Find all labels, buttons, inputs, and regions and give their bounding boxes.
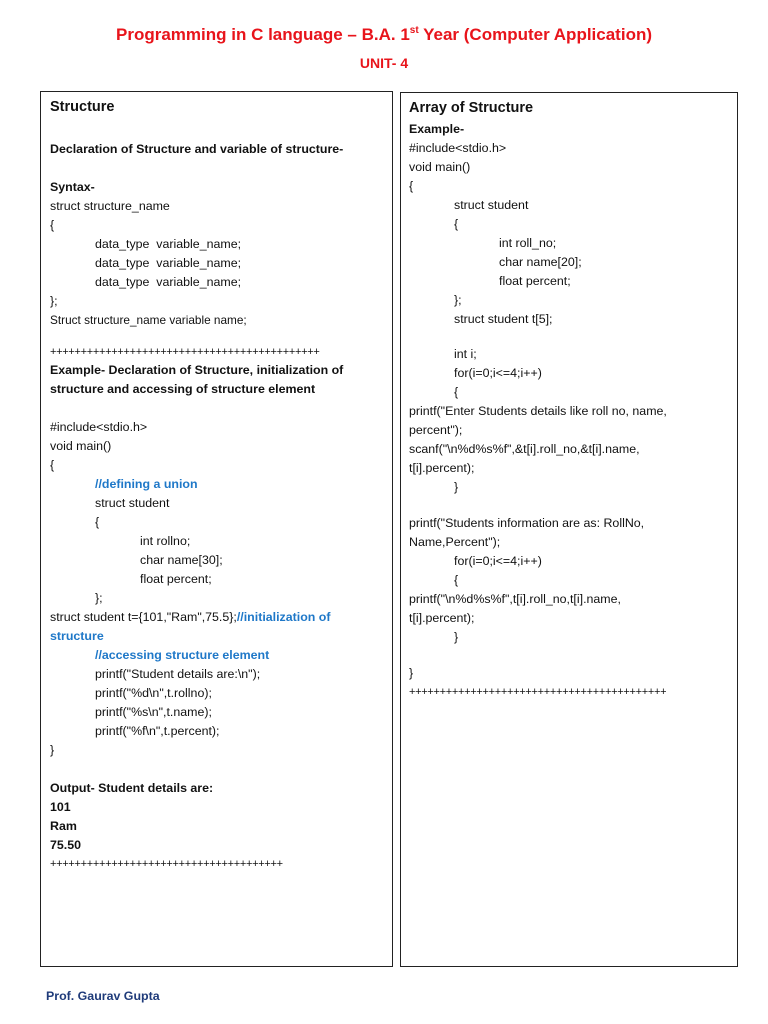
syntax-line: data_type variable_name; [95,275,242,289]
syntax-line: Struct structure_name variable name; [50,313,247,327]
separator: ++++++++++++++++++++++++++++++++++++++ [50,858,283,870]
code-line: { [95,515,100,529]
code-line: printf("Student details are:\n"); [95,667,261,681]
code-line: Name,Percent"); [409,535,501,549]
code-line: int rollno; [140,534,191,548]
code-line: char name[30]; [140,553,223,567]
separator: ++++++++++++++++++++++++++++++++++++++++++ [409,686,667,698]
code-comment: //initialization of [236,610,331,624]
code-line: }; [454,293,462,307]
code-line: } [409,666,414,680]
code-line: { [454,573,459,587]
output-line: Output- Student details are: [50,781,214,795]
code-line: { [454,385,459,399]
code-line: } [50,743,55,757]
code-line: { [50,458,55,472]
syntax-line: }; [50,294,58,308]
structure-panel [40,91,393,967]
code-line: } [454,480,459,494]
declaration-heading: Declaration of Structure and variable of structure- [50,142,344,156]
example-heading: Example- Declaration of Structure, initialization of [50,363,344,377]
code-comment: //defining a union [95,477,198,491]
code-line [50,608,330,627]
output-line: Ram [50,819,77,833]
code-line: } [454,630,459,644]
code-line: char name[20]; [499,255,582,269]
unit-label: UNIT- 4 [359,55,409,71]
code-line: t[i].percent); [409,461,475,475]
code-line: int roll_no; [499,236,557,250]
syntax-line: data_type variable_name; [95,237,242,251]
code-line: float percent; [499,274,571,288]
code-line: { [409,179,414,193]
example-label: Example- [409,122,465,136]
code-line: printf("\n%d%s%f",t[i].roll_no,t[i].name, [409,592,621,606]
code-line: printf("Students information are as: RollNo, [409,516,645,530]
code-line: struct student t[5]; [454,312,553,326]
code-line: printf("%s\n",t.name); [95,705,212,719]
code-line: float percent; [140,572,212,586]
code-line: struct student [95,496,170,510]
code-line: { [454,217,459,231]
code-text: struct student t={101,"Ram",75.5}; [50,610,237,624]
syntax-line: struct structure_name [50,199,170,213]
separator: ++++++++++++++++++++++++++++++++++++++++++++ [50,346,320,358]
code-line: }; [95,591,103,605]
code-line: printf("%d\n",t.rollno); [95,686,212,700]
code-line: percent"); [409,423,463,437]
code-line: t[i].percent); [409,611,475,625]
code-comment: structure [50,629,104,643]
example-heading: structure and accessing of structure element [50,382,316,396]
syntax-label: Syntax- [50,180,95,194]
code-line: void main() [50,439,112,453]
title-main: Programming in C language – B.A. 1 [116,25,410,44]
code-line: void main() [409,160,471,174]
code-line: struct student [454,198,529,212]
title-superscript: st [409,25,419,36]
code-line: printf("Enter Students details like roll no, name, [409,404,667,418]
output-line: 101 [50,800,71,814]
author-footer: Prof. Gaurav Gupta [46,989,160,1003]
syntax-line: data_type variable_name; [95,256,242,270]
code-line: printf("%f\n",t.percent); [95,724,220,738]
code-line: scanf("\n%d%s%f",&t[i].roll_no,&t[i].name, [409,442,640,456]
code-line: for(i=0;i<=4;i++) [454,366,542,380]
code-line: for(i=0;i<=4;i++) [454,554,542,568]
code-comment: //accessing structure element [95,648,270,662]
page-title [0,18,768,48]
structure-heading: Structure [50,99,115,115]
code-line: int i; [454,347,477,361]
title-rest: Year (Computer Application) [418,25,652,44]
array-heading: Array of Structure [409,100,534,116]
syntax-line: { [50,218,55,232]
code-line: #include<stdio.h> [50,420,148,434]
code-line: #include<stdio.h> [409,141,507,155]
output-line: 75.50 [50,838,82,852]
